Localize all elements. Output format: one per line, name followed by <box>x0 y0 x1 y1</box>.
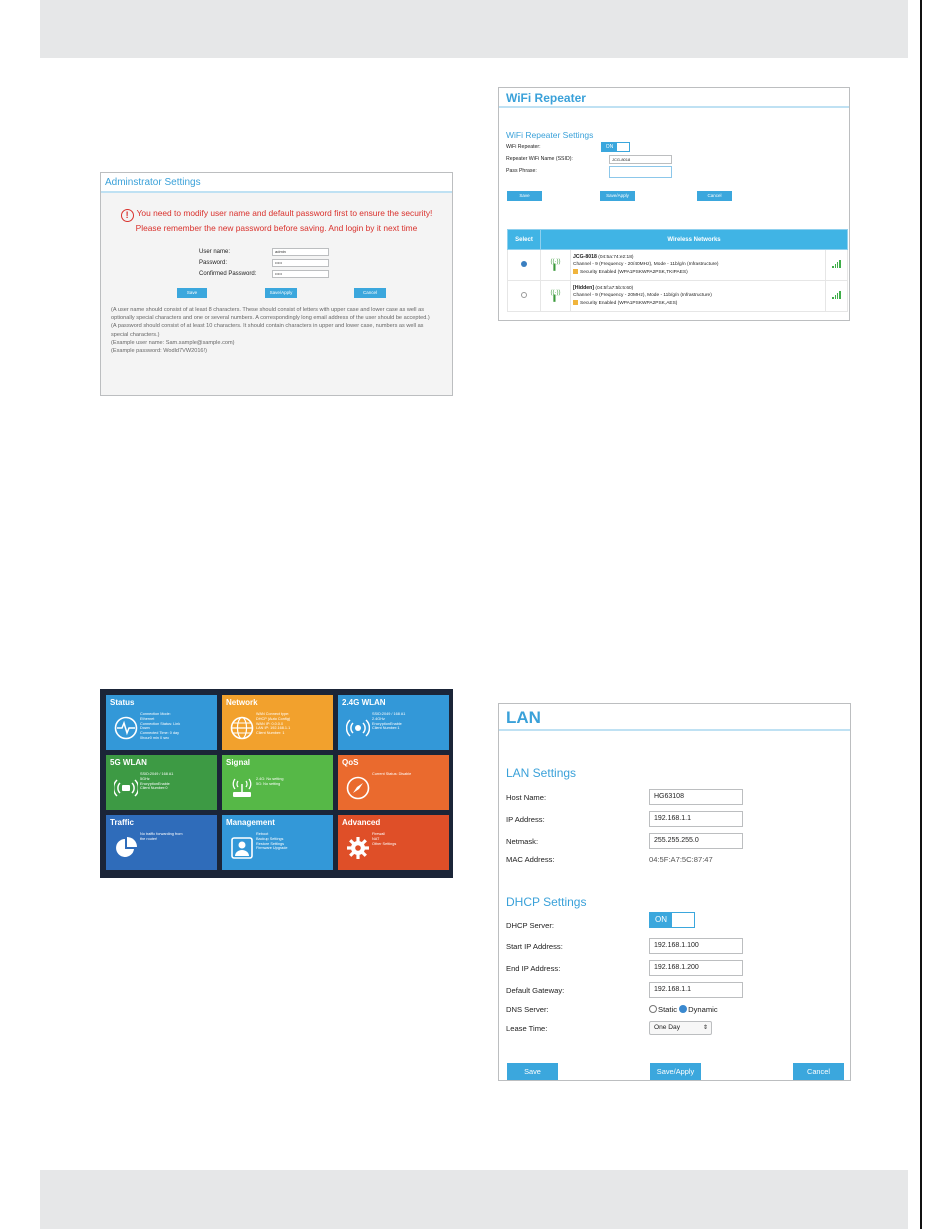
passphrase-input[interactable] <box>609 166 672 178</box>
lan-panel <box>498 703 851 1081</box>
tile-qos-info <box>372 772 411 777</box>
info-line: WAN Connect type: <box>256 712 290 716</box>
tile-5g-wlan[interactable] <box>106 755 217 810</box>
lan-save-button[interactable]: Save <box>507 1063 558 1080</box>
user-card-icon <box>230 836 254 860</box>
pie-chart-icon <box>114 836 138 860</box>
dns-mode-radios <box>649 1001 718 1018</box>
network-security: Security Enabled (WPA1PSKWPA2PSK,TKIPAES) <box>580 269 688 275</box>
repeater-toggle-row <box>506 141 849 153</box>
wifi-broadcast-icon <box>346 716 370 740</box>
lease-time-label: Lease Time: <box>506 1024 548 1033</box>
table-row[interactable] <box>508 281 848 312</box>
networks-column-header: Wireless Networks <box>541 230 848 250</box>
signal-bars-icon <box>832 260 841 268</box>
wifi-panel-title: WiFi Repeater <box>499 88 849 108</box>
info-line: Client Number:1 <box>372 726 400 731</box>
tile-signal[interactable] <box>222 755 333 810</box>
info-line: EncryptionEnable <box>372 721 402 726</box>
lock-icon <box>573 269 578 274</box>
admin-help-text <box>111 306 442 355</box>
info-line: Backup Settings <box>256 836 284 841</box>
globe-icon <box>230 716 254 740</box>
tile-network-info <box>256 712 290 736</box>
tile-qos-title: QoS <box>342 758 359 767</box>
default-gateway-row <box>506 982 846 999</box>
wifi-settings-heading: WiFi Repeater Settings <box>506 130 594 140</box>
confirm-password-row <box>199 268 452 279</box>
tile-24g-wlan[interactable] <box>338 695 449 750</box>
admin-warning-text: You need to modify user name and default password first to ensure the security! Please remember the new password before saving. And login by it next time <box>135 208 433 233</box>
network-mac: (04:5a:74:e2:18) <box>598 254 634 260</box>
tile-traffic-info <box>140 832 183 842</box>
passphrase-row <box>506 165 849 177</box>
dhcp-settings-heading: DHCP Settings <box>506 895 587 909</box>
network-channel: Channel - 9 (Frequency - 20MHz), Mode - 11b/g/n (Infrastructure) <box>573 293 712 299</box>
repeater-label: WiFi Repeater: <box>506 144 541 150</box>
wifi-repeater-panel <box>498 87 850 321</box>
select-column-header: Select <box>508 230 541 250</box>
lease-time-row <box>506 1020 846 1037</box>
info-line: 5GHz <box>140 776 150 781</box>
lan-cancel-button[interactable]: Cancel <box>793 1063 844 1080</box>
info-line: Firmware Upgrade <box>256 846 288 851</box>
tile-network[interactable] <box>222 695 333 750</box>
signal-bars-icon <box>832 291 841 299</box>
network-ssid: JCG-8018 <box>573 253 597 260</box>
table-header-row <box>508 230 848 250</box>
admin-button-bar <box>101 288 452 298</box>
dhcp-server-row <box>506 914 846 931</box>
antenna-icon: ((·)) ▌ <box>550 290 561 302</box>
end-ip-label: End IP Address: <box>506 964 561 973</box>
username-label: User name: <box>199 248 231 255</box>
end-ip-input[interactable]: 192.168.1.200 <box>649 960 743 976</box>
gear-icon <box>346 836 370 860</box>
warning-icon: ! <box>121 209 134 222</box>
tile-24g-info <box>372 712 405 731</box>
repeater-toggle[interactable] <box>601 142 630 152</box>
info-line: DHCP (Auto Config) <box>256 716 291 721</box>
dns-static-label: Static <box>658 1005 677 1014</box>
tile-status-title: Status <box>110 698 135 707</box>
end-ip-row <box>506 960 846 977</box>
admin-cancel-button[interactable]: Cancel <box>354 288 386 298</box>
network-radio-selected[interactable] <box>521 261 527 267</box>
lan-save-apply-button[interactable]: Save/Apply <box>650 1063 701 1080</box>
info-line: 2.4G: No setting <box>256 777 284 781</box>
default-gateway-label: Default Gateway: <box>506 986 565 995</box>
host-name-label: Host Name: <box>506 793 547 802</box>
wifi-broadcast-icon <box>114 776 138 800</box>
toggle-on-label: ON <box>650 913 672 927</box>
lan-settings-heading: LAN Settings <box>506 766 577 780</box>
table-row[interactable] <box>508 250 848 281</box>
dns-static-radio[interactable] <box>649 1005 657 1013</box>
info-line: Connection Status: Link <box>140 721 181 726</box>
info-line: Restore Settings <box>256 841 285 846</box>
ip-address-input[interactable]: 192.168.1.1 <box>649 811 743 827</box>
wifi-button-bar <box>499 191 849 201</box>
help-line: (A user name should consist of at least 8 characters. These should consist of letters with upper case and lower case as well as optionally special characters and one or several numbers. A correspondingly long email address of the user should be accepted.) <box>111 307 430 322</box>
admin-save-button[interactable]: Save <box>177 288 207 298</box>
dns-server-row <box>506 1001 846 1018</box>
dns-server-label: DNS Server: <box>506 1005 549 1014</box>
tile-signal-info <box>256 777 283 787</box>
ssid-input[interactable]: JCG-8018 <box>609 155 672 164</box>
tile-advanced-info <box>372 832 396 846</box>
info-line: WAN IP: 0.0.0.0 <box>256 721 284 726</box>
admin-settings-panel <box>100 172 453 396</box>
tile-management-info <box>256 832 287 851</box>
info-line: Connection Mode: <box>140 712 171 716</box>
wireless-networks-table <box>507 229 848 312</box>
dns-dynamic-radio[interactable] <box>679 1005 687 1013</box>
info-line: Ethernet <box>140 716 155 721</box>
info-line: 2.4GHz <box>372 716 385 721</box>
password-label: Password: <box>199 259 228 266</box>
tile-5g-info <box>140 772 173 791</box>
info-line: Other Settings <box>372 841 397 846</box>
network-channel: Channel - 9 (Frequency - 20/40MHz), Mode - 11b/g/n (Infrastructure) <box>573 262 719 268</box>
tile-signal-title: Signal <box>226 758 251 767</box>
antenna-icon: ((·)) ▌ <box>550 259 561 271</box>
help-line: (Example password: Wodld7VW2016!) <box>111 348 207 355</box>
wifi-save-apply-button[interactable]: Save/Apply <box>600 191 635 201</box>
info-line: Current Status: Disable <box>372 772 412 776</box>
heartbeat-icon <box>114 716 138 740</box>
info-line: LAN IP: 192.168.1.1 <box>256 726 291 731</box>
page-edge-rule <box>920 0 922 1229</box>
username-row <box>199 246 452 257</box>
wifi-cancel-button[interactable]: Cancel <box>697 191 732 201</box>
lock-icon <box>573 300 578 305</box>
network-ssid: [Hidden] <box>573 284 595 291</box>
network-mac: (04:5f:a7:5b:5:60) <box>595 285 634 291</box>
mac-address-label: MAC Address: <box>506 855 555 864</box>
lease-time-value: One Day <box>654 1024 681 1031</box>
info-line: the router! <box>140 836 158 841</box>
info-line: 0hour0 min 0 sec <box>140 735 170 740</box>
info-line: Down <box>140 726 150 731</box>
tile-management-title: Management <box>226 818 275 827</box>
admin-form <box>199 246 452 279</box>
tile-5g-title: 5G WLAN <box>110 758 147 767</box>
netmask-label: Netmask: <box>506 837 539 846</box>
info-line: No traffic forwarding from <box>140 832 183 836</box>
router-dashboard <box>100 689 453 878</box>
select-arrows-icon: ⇕ <box>702 1025 708 1031</box>
mac-address-value: 04:5F:A7:5C:87:47 <box>649 855 713 864</box>
router-icon <box>230 776 254 800</box>
ssid-label: Repeater WiFi Name (SSID): <box>506 156 573 162</box>
wifi-save-button[interactable]: Save <box>507 191 542 201</box>
info-line: Connected Time: 0 day <box>140 731 180 736</box>
host-name-input[interactable]: HG63108 <box>649 789 743 805</box>
compass-icon <box>346 776 370 800</box>
tile-management[interactable] <box>222 815 333 870</box>
info-line: Reboot <box>256 832 269 836</box>
tile-status[interactable] <box>106 695 217 750</box>
ssid-row <box>506 153 849 165</box>
tile-advanced-title: Advanced <box>342 818 381 827</box>
start-ip-row <box>506 938 846 955</box>
info-line: NAT <box>372 836 380 841</box>
start-ip-input[interactable]: 192.168.1.100 <box>649 938 743 954</box>
tile-network-title: Network <box>226 698 258 707</box>
footer-band <box>40 1170 908 1229</box>
confirm-password-input[interactable]: ••••• <box>272 270 329 278</box>
lan-panel-title: LAN <box>499 704 850 731</box>
tile-traffic[interactable] <box>106 815 217 870</box>
info-line: Client Number:0 <box>140 786 168 791</box>
tile-status-info <box>140 712 180 741</box>
admin-warning <box>111 207 442 234</box>
info-line: SSID:2049 / 168 A1 <box>372 712 406 716</box>
netmask-row <box>506 833 846 850</box>
tile-qos[interactable] <box>338 755 449 810</box>
info-line: SSID:2049 / 168 A1 <box>140 772 174 776</box>
ip-address-label: IP Address: <box>506 815 545 824</box>
help-line: (Example user name: Sam.sample@sample.com) <box>111 339 235 346</box>
info-line: Client Number: 1 <box>256 731 285 736</box>
admin-save-apply-button[interactable]: Save/Apply <box>265 288 297 298</box>
username-input[interactable]: admin <box>272 248 329 256</box>
password-row <box>199 257 452 268</box>
dhcp-server-label: DHCP Server: <box>506 921 554 930</box>
passphrase-label: Pass Phrase: <box>506 168 537 174</box>
password-input[interactable]: ••••• <box>272 259 329 267</box>
admin-panel-title: Adminstrator Settings <box>101 173 452 193</box>
netmask-input[interactable]: 255.255.255.0 <box>649 833 743 849</box>
start-ip-label: Start IP Address: <box>506 942 563 951</box>
default-gateway-input[interactable]: 192.168.1.1 <box>649 982 743 998</box>
host-name-row <box>506 789 846 806</box>
ip-address-row <box>506 811 846 828</box>
info-line: Firewall <box>372 832 386 836</box>
info-line: 5G: No setting <box>256 781 281 786</box>
header-band <box>40 0 908 58</box>
tile-traffic-title: Traffic <box>110 818 135 827</box>
dns-dynamic-label: Dynamic <box>688 1005 718 1014</box>
toggle-on-label: ON <box>602 143 617 151</box>
network-radio[interactable] <box>521 292 527 298</box>
dhcp-server-toggle[interactable] <box>649 912 695 928</box>
tile-24g-title: 2.4G WLAN <box>342 698 386 707</box>
info-line: EncryptionEnable <box>140 781 170 786</box>
tile-advanced[interactable] <box>338 815 449 870</box>
network-security: Security Enabled (WPA1PSKWPA2PSK,AES) <box>580 300 678 306</box>
help-line: (A password should consist of at least 10 characters. It should contain characters in upper and lower case, numbers as well as special characters.) <box>111 323 424 338</box>
mac-address-row <box>506 851 846 868</box>
confirm-password-label: Confirmed Password: <box>199 270 257 277</box>
lease-time-select[interactable] <box>649 1021 712 1035</box>
